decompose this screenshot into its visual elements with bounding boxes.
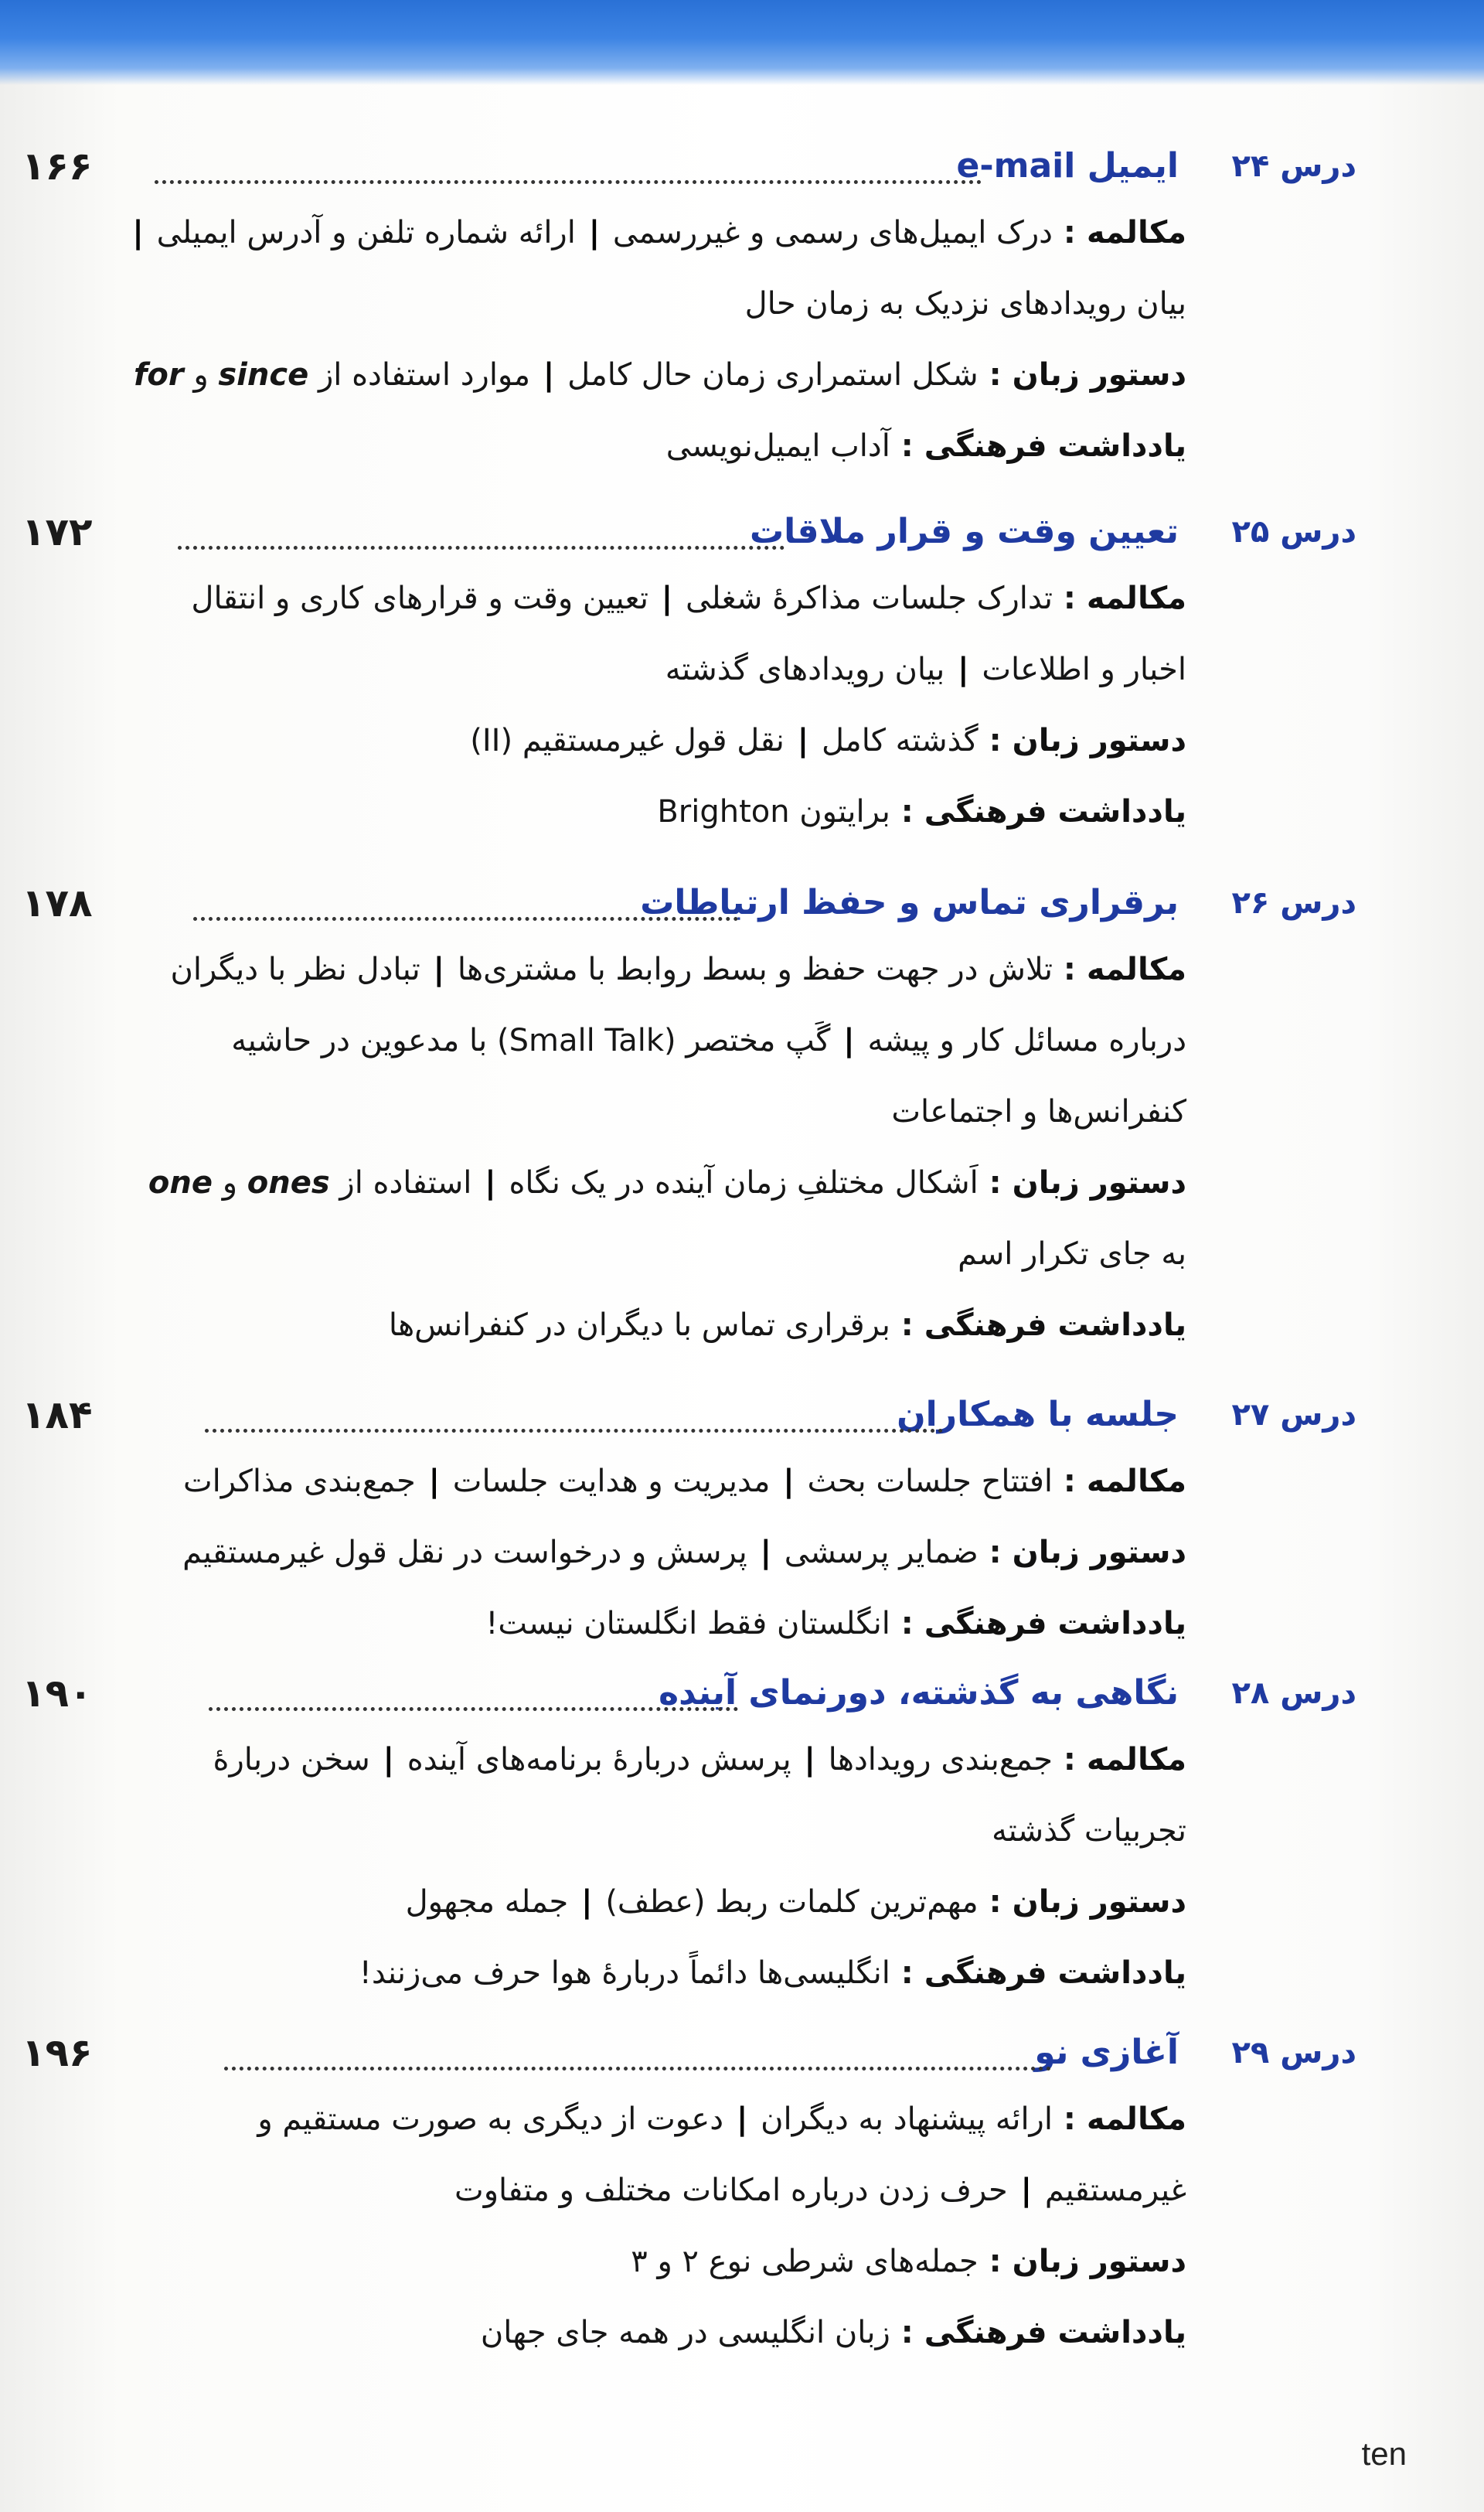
conversation-item: تدارک جلسات مذاکرهٔ شغلی xyxy=(686,581,1053,616)
conversation-item: درک ایمیل‌های رسمی و غیررسمی xyxy=(612,215,1053,251)
grammar-item: جمله‌های شرطی نوع ۲ و ۳ xyxy=(631,2244,979,2279)
conversation-item: با مدعوین در حاشیه xyxy=(231,1023,488,1058)
separator: | xyxy=(383,1742,395,1777)
conversation-line-cont xyxy=(155,268,1186,339)
grammar-line: دستور زبان : گذشته کامل | نقل قول غیرمستقیم (II) xyxy=(470,723,1186,758)
culture-note-line: یادداشت فرهنگی : برایتون Brighton xyxy=(657,794,1186,830)
conversation-item: تعیین وقت و قرارهای کاری و انتقال xyxy=(191,581,648,616)
page-number: ۱۷۲ xyxy=(22,510,93,554)
separator: | xyxy=(804,1742,815,1777)
conversation-line: مکالمه : درک ایمیل‌های رسمی و غیررسمی | ارائه شماره تلفن و آدرس ایمیلی | xyxy=(155,197,1186,268)
dot-leader xyxy=(193,917,738,921)
culture-note-label: یادداشت فرهنگی xyxy=(924,1955,1186,1991)
lesson-details xyxy=(155,1724,1186,2009)
page-number: ۱۹۰ xyxy=(22,1671,93,1716)
lesson-header xyxy=(0,1662,1484,1724)
conversation-label: مکالمه xyxy=(1086,2101,1186,2137)
lesson-header xyxy=(0,872,1484,934)
conversation-label: مکالمه xyxy=(1086,581,1186,616)
dot-leader xyxy=(209,1707,738,1711)
culture-note-label: یادداشت فرهنگی xyxy=(924,1307,1186,1343)
culture-note-line: یادداشت فرهنگی : زبان انگلیسی در همه جای جهان xyxy=(480,2315,1186,2350)
page-number: ۱۹۶ xyxy=(22,2030,93,2075)
grammar-line: دستور زبان : جمله‌های شرطی نوع ۲ و ۳ xyxy=(631,2244,1186,2279)
grammar-term: (II) xyxy=(470,723,513,758)
lesson-details xyxy=(148,934,1186,1361)
lesson-details xyxy=(132,197,1186,482)
lesson-28 xyxy=(0,1662,1484,2009)
conversation-item: دعوت از دیگری به صورت مستقیم و xyxy=(257,2101,724,2137)
separator: | xyxy=(433,952,445,987)
grammar-label: دستور زبان xyxy=(1012,723,1186,758)
culture-note-term: Brighton xyxy=(657,794,790,830)
conversation-item: پرسش دربارهٔ برنامه‌های آینده xyxy=(407,1742,791,1777)
lesson-27 xyxy=(0,1384,1484,1659)
separator: | xyxy=(957,652,969,687)
grammar-item: به جای تکرار اسم xyxy=(958,1236,1186,1272)
culture-note-line: یادداشت فرهنگی : برقراری تماس با دیگران در کنفرانس‌ها xyxy=(388,1307,1186,1343)
separator: | xyxy=(543,357,555,393)
culture-note-item: آداب ایمیل‌نویسی xyxy=(665,428,890,464)
conversation-item: اخبار و اطلاعات xyxy=(982,652,1186,687)
culture-note-line: یادداشت فرهنگی : آداب ایمیل‌نویسی xyxy=(665,428,1186,464)
lesson-title: تعیین وقت و قرار ملاقات xyxy=(749,512,1179,551)
page-number: ۱۶۶ xyxy=(22,144,93,189)
page-number: ۱۷۸ xyxy=(22,881,93,925)
separator: | xyxy=(661,581,673,616)
separator: | xyxy=(1020,2173,1033,2208)
culture-note-label: یادداشت فرهنگی xyxy=(924,794,1186,830)
conversation-line-cont xyxy=(155,634,1186,705)
grammar-item: مهم‌ترین کلمات ربط (عطف) xyxy=(605,1884,979,1920)
conversation-line-cont xyxy=(155,2155,1186,2226)
separator: | xyxy=(485,1165,496,1201)
culture-note-label: یادداشت فرهنگی xyxy=(924,428,1186,464)
conversation-item: سخن دربارهٔ xyxy=(213,1742,370,1777)
lesson-header xyxy=(0,2022,1484,2084)
lesson-title xyxy=(957,135,1179,197)
lesson-number: درس ۲۷ xyxy=(1231,1397,1356,1433)
lesson-title: آغازی نو xyxy=(1034,2033,1179,2072)
conversation-item: ارائه شماره تلفن و آدرس ایمیلی xyxy=(156,215,576,251)
lesson-26 xyxy=(0,872,1484,1361)
conversation-line: مکالمه : تلاش در جهت حفظ و بسط روابط با مشتری‌ها | تبادل نظر با دیگران xyxy=(170,952,1186,987)
lesson-header xyxy=(0,135,1484,197)
separator: | xyxy=(843,1023,855,1058)
grammar-label: دستور زبان xyxy=(1012,2244,1186,2279)
culture-note-line: یادداشت فرهنگی : انگلستان فقط انگلستان نیست! xyxy=(485,1606,1186,1641)
separator: | xyxy=(132,215,144,251)
grammar-label: دستور زبان xyxy=(1012,1535,1186,1570)
grammar-item: پرسش و درخواست در نقل قول غیرمستقیم xyxy=(182,1535,747,1570)
conversation-item: کنفرانس‌ها و اجتماعات xyxy=(891,1094,1186,1130)
grammar-line: دستور زبان : شکل استمراری زمان حال کامل | موارد استفاده از since و for xyxy=(134,357,1186,393)
conversation-item: غیرمستقیم xyxy=(1044,2173,1186,2208)
grammar-item: جمله مجهول xyxy=(405,1884,569,1920)
culture-note-item: انگلستان فقط انگلستان نیست! xyxy=(485,1606,890,1641)
conversation-line-cont xyxy=(155,1005,1186,1076)
grammar-item: شکل استمراری زمان حال کامل xyxy=(567,357,979,393)
lesson-header xyxy=(0,501,1484,563)
grammar-term: ones xyxy=(247,1165,330,1201)
dot-leader xyxy=(178,546,785,550)
culture-note-label: یادداشت فرهنگی xyxy=(924,1606,1186,1641)
lesson-25 xyxy=(0,501,1484,847)
conversation-label: مکالمه xyxy=(1086,952,1186,987)
conversation-term: (Small Talk) xyxy=(497,1023,676,1058)
culture-note-item: برایتون xyxy=(799,794,890,830)
separator: | xyxy=(428,1464,441,1499)
separator: | xyxy=(736,2101,748,2137)
grammar-term: since xyxy=(218,357,309,393)
lesson-details xyxy=(155,1446,1186,1659)
lesson-number: درس ۲۶ xyxy=(1231,885,1356,921)
culture-note-label: یادداشت فرهنگی xyxy=(924,2315,1186,2350)
lesson-title-fa: ایمیل xyxy=(1087,146,1179,186)
conversation-item: ارائه پیشنهاد به دیگران xyxy=(761,2101,1053,2137)
conversation-item: مدیریت و هدایت جلسات xyxy=(452,1464,771,1499)
conversation-item: گَپ مختصر xyxy=(686,1023,831,1058)
separator: | xyxy=(588,215,601,251)
grammar-label: دستور زبان xyxy=(1012,357,1186,393)
grammar-line: دستور زبان : اَشکال مختلفِ زمان آینده در یک نگاه | استفاده از ones و one xyxy=(148,1165,1186,1201)
grammar-item: نقل قول غیرمستقیم xyxy=(522,723,785,758)
lesson-number: درس ۲۵ xyxy=(1231,514,1356,550)
conversation-line: مکالمه : جمع‌بندی رویدادها | پرسش دربارهٔ برنامه‌های آینده | سخن دربارهٔ xyxy=(213,1742,1186,1777)
conversation-item: درباره مسائل کار و پیشه xyxy=(867,1023,1186,1058)
culture-note-item: انگلیسی‌ها دائماً دربارهٔ هوا حرف می‌زنند! xyxy=(359,1955,890,1991)
footer-page-label: ten xyxy=(1361,2435,1407,2472)
lesson-29 xyxy=(0,2022,1484,2368)
culture-note-line: یادداشت فرهنگی : انگلیسی‌ها دائماً دربارهٔ هوا حرف می‌زنند! xyxy=(359,1955,1186,1991)
dot-leader xyxy=(205,1429,943,1433)
conversation-label: مکالمه xyxy=(1086,215,1186,251)
conversation-item: تلاش در جهت حفظ و بسط روابط با مشتری‌ها xyxy=(457,952,1053,987)
dot-leader xyxy=(224,2067,1051,2071)
separator: | xyxy=(797,723,809,758)
grammar-line-cont xyxy=(155,1219,1186,1290)
lesson-number: درس ۲۹ xyxy=(1231,2035,1356,2071)
separator: | xyxy=(783,1464,795,1499)
lesson-title: برقراری تماس و حفظ ارتباطات xyxy=(640,883,1179,922)
conversation-line: مکالمه : تدارک جلسات مذاکرهٔ شغلی | تعیین وقت و قرارهای کاری و انتقال xyxy=(191,581,1186,616)
conversation-item: افتتاح جلسات بحث xyxy=(807,1464,1053,1499)
separator: | xyxy=(580,1884,593,1920)
lesson-header xyxy=(0,1384,1484,1446)
conversation-item: تبادل نظر با دیگران xyxy=(170,952,420,987)
dot-leader xyxy=(155,180,982,184)
lesson-title-en: e-mail xyxy=(956,146,1076,186)
conversation-item: بیان رویدادهای گذشته xyxy=(665,652,945,687)
lesson-24 xyxy=(0,135,1484,482)
grammar-line: دستور زبان : ضمایر پرسشی | پرسش و درخواست در نقل قول غیرمستقیم xyxy=(182,1535,1186,1570)
conversation-line-cont xyxy=(155,1795,1186,1866)
conversation-label: مکالمه xyxy=(1086,1742,1186,1777)
lesson-number: درس ۲۴ xyxy=(1231,148,1356,184)
conversation-item: جمع‌بندی رویدادها xyxy=(828,1742,1053,1777)
conversation-item: تجربیات گذشته xyxy=(992,1813,1186,1849)
grammar-label: دستور زبان xyxy=(1012,1165,1186,1201)
conversation-label: مکالمه xyxy=(1086,1464,1186,1499)
grammar-term: for xyxy=(134,357,184,393)
conversation-line: مکالمه : ارائه پیشنهاد به دیگران | دعوت از دیگری به صورت مستقیم و xyxy=(257,2101,1186,2137)
grammar-term: one xyxy=(148,1165,213,1201)
conversation-line: مکالمه : افتتاح جلسات بحث | مدیریت و هدایت جلسات | جمع‌بندی مذاکرات xyxy=(182,1464,1186,1499)
top-blue-band xyxy=(0,0,1484,85)
grammar-item: گذشته کامل xyxy=(821,723,979,758)
separator: | xyxy=(760,1535,772,1570)
page-number: ۱۸۴ xyxy=(22,1392,93,1437)
culture-note-item: برقراری تماس با دیگران در کنفرانس‌ها xyxy=(388,1307,890,1343)
lesson-title: نگاهی به گذشته، دورنمای آینده xyxy=(659,1673,1179,1713)
grammar-label: دستور زبان xyxy=(1012,1884,1186,1920)
conversation-item: جمع‌بندی مذاکرات xyxy=(182,1464,416,1499)
conversation-line-cont xyxy=(155,1076,1186,1147)
lesson-details xyxy=(155,563,1186,847)
grammar-item: استفاده از xyxy=(339,1165,472,1201)
grammar-item: موارد استفاده از xyxy=(318,357,531,393)
culture-note-item: زبان انگلیسی در همه جای جهان xyxy=(480,2315,890,2350)
grammar-item: ضمایر پرسشی xyxy=(784,1535,979,1570)
lesson-details xyxy=(155,2084,1186,2368)
grammar-line: دستور زبان : مهم‌ترین کلمات ربط (عطف) | جمله مجهول xyxy=(405,1884,1186,1920)
conversation-item: بیان رویدادهای نزدیک به زمان حال xyxy=(744,286,1186,322)
grammar-item: اَشکال مختلفِ زمان آینده در یک نگاه xyxy=(509,1165,979,1201)
lesson-number: درس ۲۸ xyxy=(1231,1675,1356,1711)
lesson-title: جلسه با همکاران xyxy=(897,1395,1179,1434)
conversation-item: حرف زدن درباره امکانات مختلف و متفاوت xyxy=(454,2173,1008,2208)
